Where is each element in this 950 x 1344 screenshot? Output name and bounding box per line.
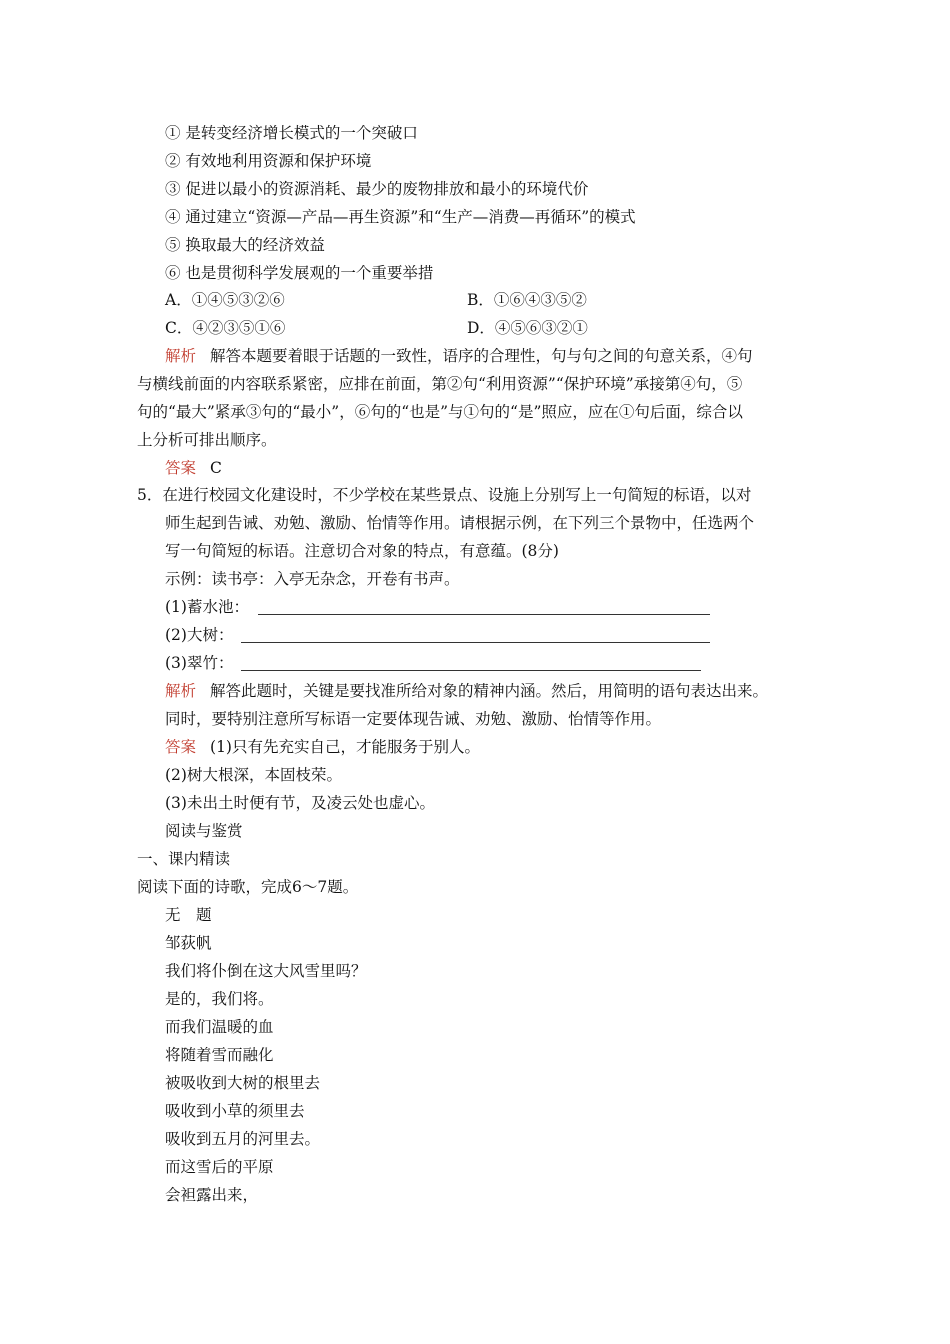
q5-analysis-line-1 (165, 681, 768, 701)
q4-analysis-line-1 (165, 346, 753, 366)
analysis-text: 解答此题时，关键是要找准所给对象的精神内涵。然后，用简明的语句表达出来。 (210, 682, 769, 700)
q5-answer-line-1 (165, 737, 480, 757)
q5-blank-label-3: (3)翠竹： (165, 654, 234, 672)
poem-line-8: 而这雪后的平原 (165, 1158, 274, 1176)
q4-answer (165, 458, 222, 478)
analysis-label: 解析 (165, 347, 197, 365)
poem-line-9: 会袒露出来， (165, 1186, 259, 1204)
answer-text: C (210, 459, 222, 477)
reading-instruction: 阅读下面的诗歌，完成6～7题。 (137, 878, 359, 896)
q4-analysis-line-2: 与横线前面的内容联系紧密，应排在前面，第②句“利用资源”“保护环境”承接第④句，⑤ (137, 375, 743, 393)
poem-author: 邹荻帆 (165, 934, 212, 952)
q5-blank-label-1: (1)蓄水池： (165, 598, 249, 616)
q4-item-3: ③ 促进以最小的资源消耗、最少的废物排放和最小的环境代价 (165, 180, 589, 198)
q4-item-2: ② 有效地利用资源和保护环境 (165, 152, 372, 170)
q4-item-1: ① 是转变经济增长模式的一个突破口 (165, 124, 418, 142)
answer-blank-3 (241, 670, 701, 671)
poem-line-2: 是的，我们将。 (165, 990, 274, 1008)
poem-line-3: 而我们温暖的血 (165, 1018, 274, 1036)
q4-item-6: ⑥ 也是贯彻科学发展观的一个重要举措 (165, 264, 434, 282)
q4-analysis-line-4: 上分析可排出顺序。 (137, 431, 277, 449)
poem-line-6: 吸收到小草的须里去 (165, 1102, 305, 1120)
q4-option-a: A．①④⑤③②⑥ (165, 291, 285, 309)
q5-stem-line-3: 写一句简短的标语。注意切合对象的特点，有意蕴。(8分) (165, 542, 559, 560)
q5-analysis-line-2: 同时，要特别注意所写标语一定要体现告诫、劝勉、激励、怡情等作用。 (165, 710, 662, 728)
q5-blank-label-2: (2)大树： (165, 626, 234, 644)
answer-text: (1)只有先充实自己，才能服务于别人。 (210, 738, 480, 756)
section-subheading: 一、课内精读 (137, 850, 231, 868)
poem-line-7: 吸收到五月的河里去。 (165, 1130, 321, 1148)
q5-example: 示例：读书亭：入亭无杂念，开卷有书声。 (165, 570, 460, 588)
analysis-label: 解析 (165, 682, 197, 700)
poem-title: 无 题 (165, 906, 212, 924)
q5-stem-line-2: 师生起到告诫、劝勉、激励、怡情等作用。请根据示例，在下列三个景物中，任选两个 (165, 514, 755, 532)
q5-answer-line-3: (3)未出土时便有节，及凌云处也虚心。 (165, 794, 435, 812)
section-heading: 阅读与鉴赏 (165, 822, 243, 840)
q4-item-5: ⑤ 换取最大的经济效益 (165, 236, 325, 254)
q4-analysis-line-3: 句的“最大”紧承③句的“最小”，⑥句的“也是”与①句的“是”照应，应在①句后面，综合以 (137, 403, 743, 421)
answer-blank-2 (241, 642, 710, 643)
q4-option-c: C．④②③⑤①⑥ (165, 319, 286, 337)
q4-option-d: D．④⑤⑥③②① (467, 319, 588, 337)
q4-item-4: ④ 通过建立“资源—产品—再生资源”和“生产—消费—再循环”的模式 (165, 208, 636, 226)
answer-blank-1 (258, 614, 710, 615)
analysis-text: 解答本题要着眼于话题的一致性，语序的合理性，句与句之间的句意关系，④句 (210, 347, 753, 365)
q5-stem-line-1: 5．在进行校园文化建设时，不少学校在某些景点、设施上分别写上一句简短的标语，以对 (137, 486, 752, 504)
q4-option-b: B．①⑥④③⑤② (467, 291, 587, 309)
q5-answer-line-2: (2)树大根深，本固枝荣。 (165, 766, 342, 784)
poem-line-5: 被吸收到大树的根里去 (165, 1074, 321, 1092)
poem-line-1: 我们将仆倒在这大风雪里吗？ (165, 962, 367, 980)
poem-line-4: 将随着雪而融化 (165, 1046, 274, 1064)
answer-label: 答案 (165, 738, 197, 756)
answer-label: 答案 (165, 459, 197, 477)
